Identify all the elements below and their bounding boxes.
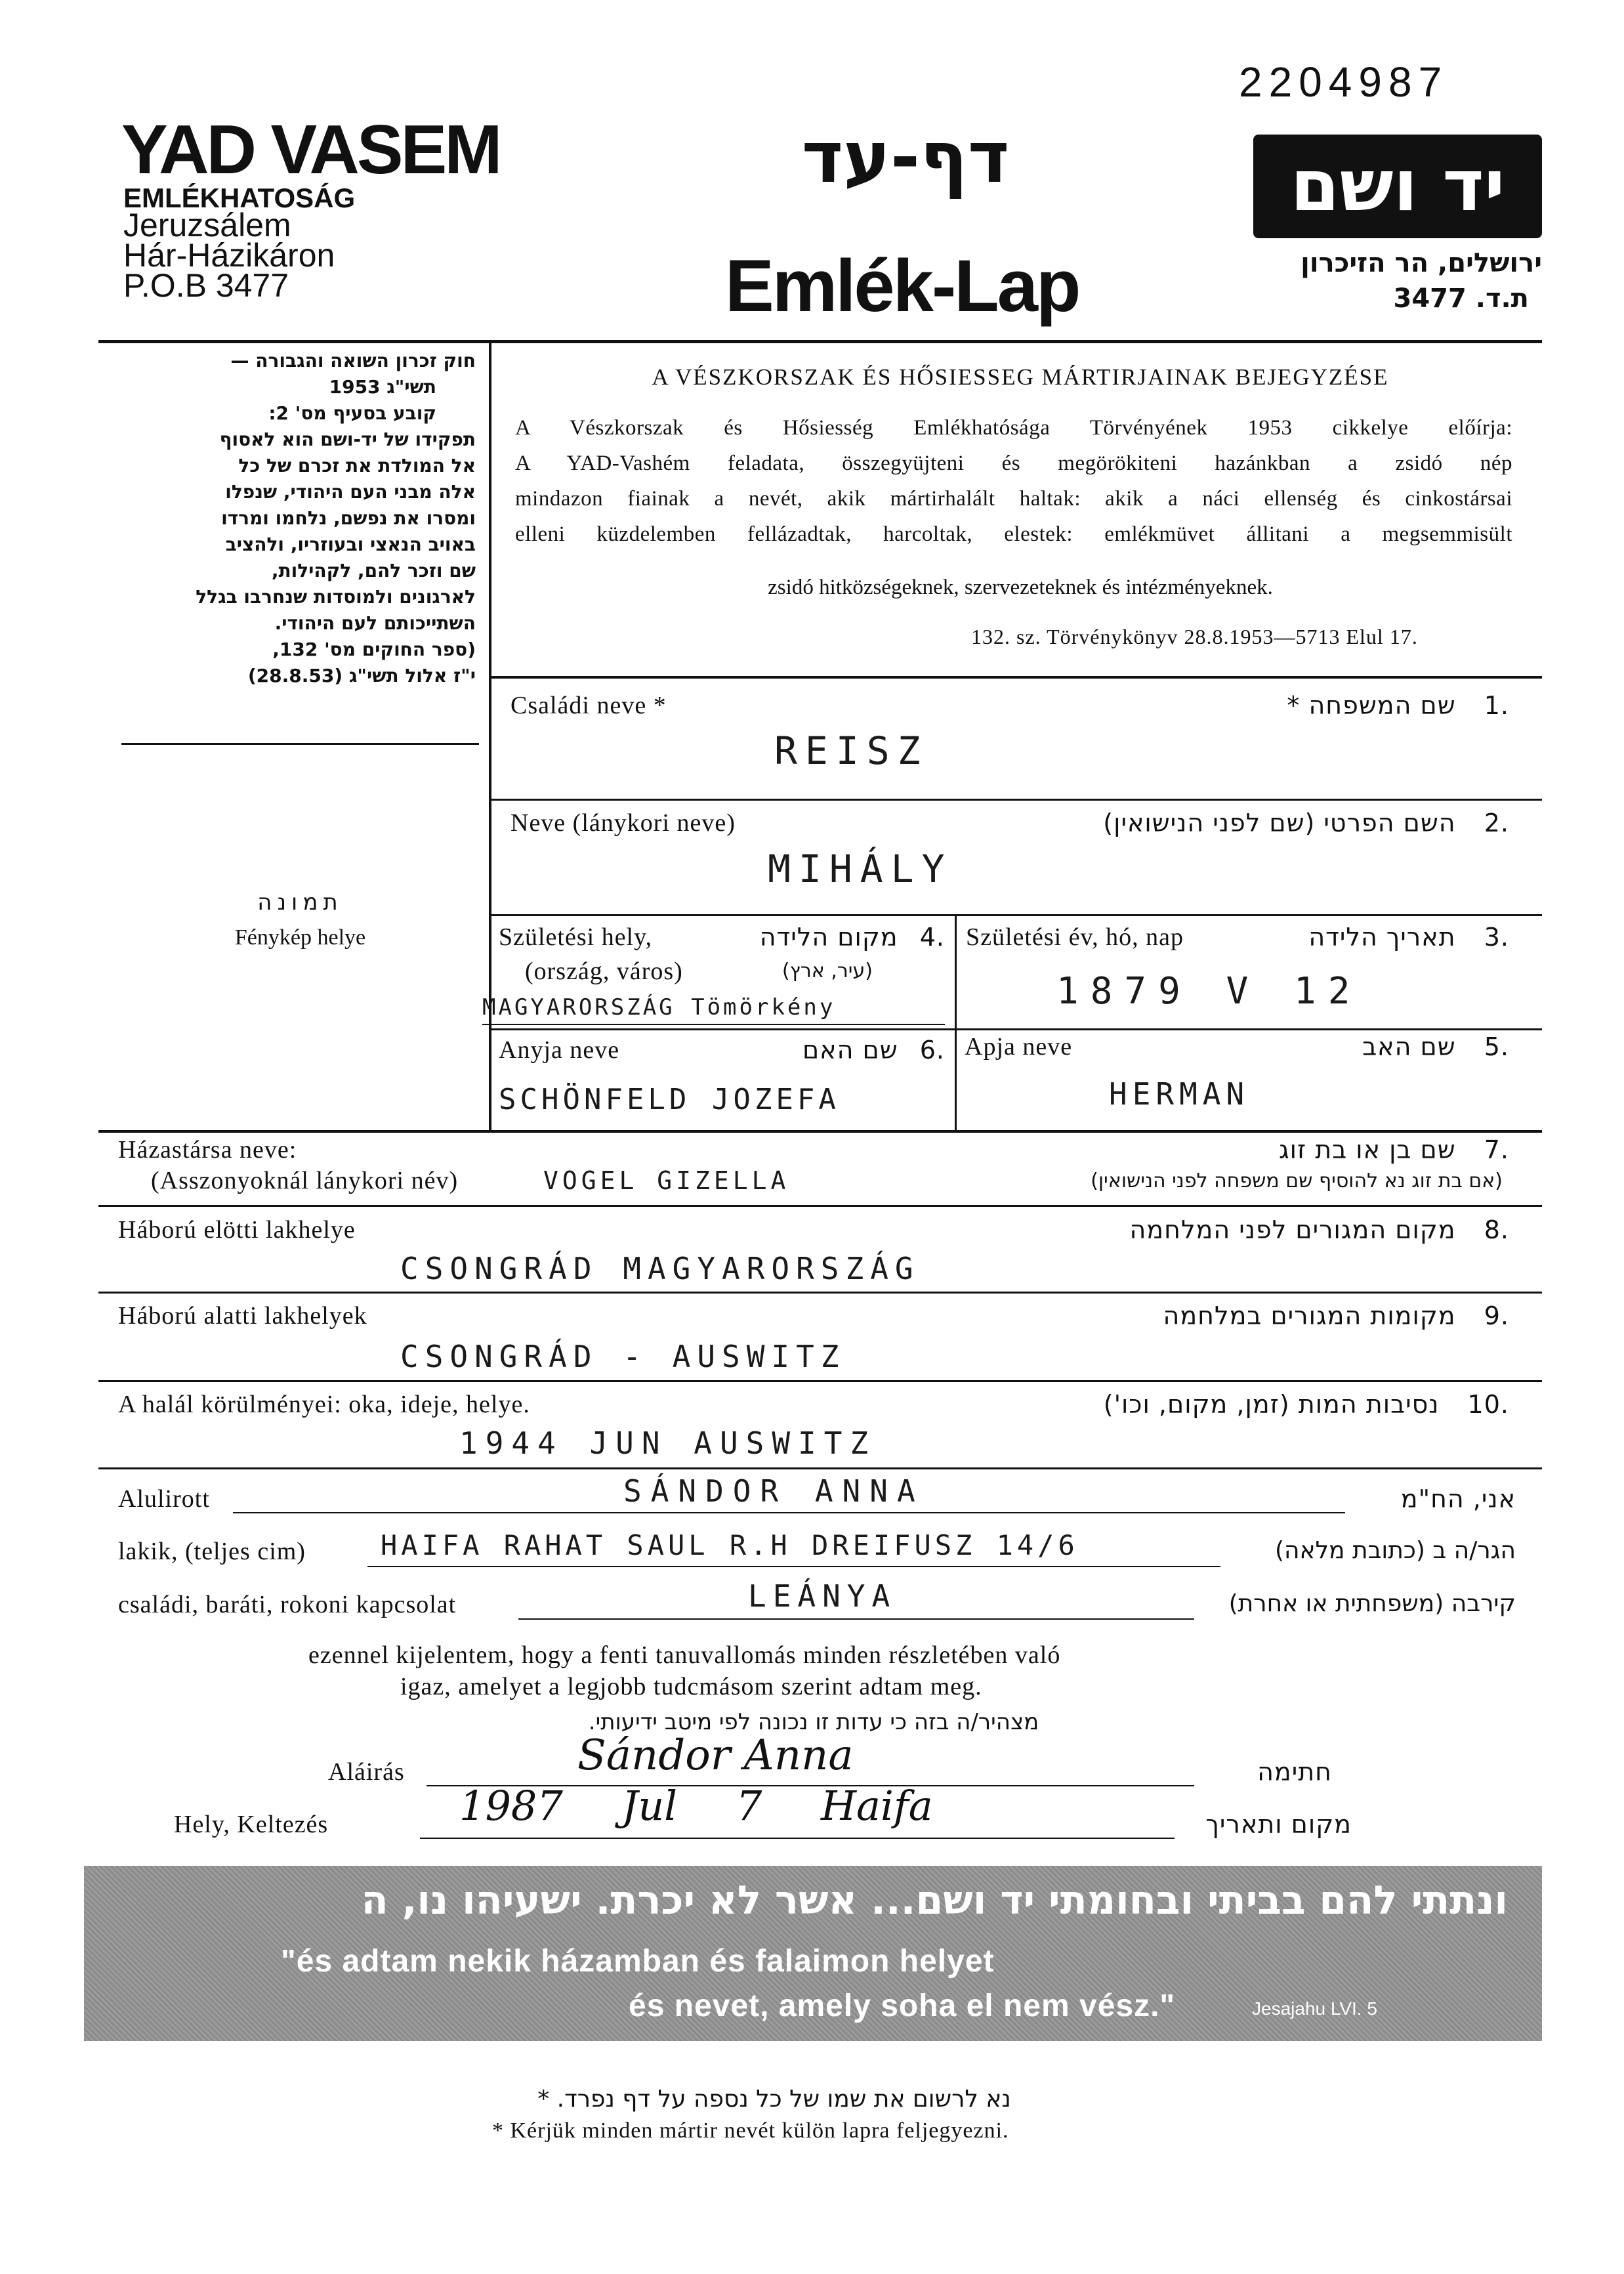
- wartime-value[interactable]: CSONGRÁD - AUSWITZ: [400, 1339, 846, 1374]
- banner-line-1: "és adtam nekik házamban és falaimon helyet: [281, 1944, 995, 1979]
- intro-last-line: zsidó hitközségeknek, szervezeteknek és intézményeknek.: [768, 576, 1273, 599]
- intro-line: elleni küzdelemben fellázadtak, harcoltak, elestek: emlékmüvet állitani a megsemmisült: [515, 522, 1512, 546]
- rule: [98, 1130, 1542, 1133]
- father-num: .5: [1484, 1032, 1509, 1061]
- place-date-label: Hely, Keltezés: [174, 1811, 329, 1838]
- mother-hebrew: [748, 1036, 945, 1064]
- father-value[interactable]: HERMAN: [1109, 1076, 1250, 1112]
- first-name-value[interactable]: MIHÁLY: [768, 847, 953, 891]
- law-line: (ספר החוקים מס' 132,: [272, 639, 476, 660]
- death-hebrew-label: נסיבות המות (זמן, מקום, וכו'): [1103, 1390, 1440, 1419]
- yad-vashem-logo: [1253, 135, 1542, 238]
- law-text: [121, 348, 476, 689]
- intro-heading: A VÉSZKORSZAK ÉS HŐSIESSEG MÁRTIRJAINAK BEJEGYZÉSE: [652, 364, 1389, 390]
- spouse-hebrew-2: (אם בת זוג נא להוסיף שם משפחה לפני הנישואין): [1091, 1169, 1503, 1192]
- law-line: שם וזכר להם, לקהילות,: [271, 560, 476, 581]
- wartime-label: Háború alatti lakhelyek: [118, 1302, 367, 1330]
- birth-date-label: Születési év, hó, nap: [966, 923, 1184, 951]
- first-name-label: Neve (lánykori neve): [510, 809, 736, 837]
- banner-line-2: és nevet, amely soha el nem vész.": [629, 1989, 1176, 2023]
- photo-hebrew: תמונה: [257, 889, 343, 916]
- law-line: ומסרו את נפשם, נלחמו ומרדו: [221, 507, 476, 529]
- family-name-label: Családi neve *: [510, 692, 667, 719]
- birth-place-label: Születési hely,: [499, 923, 653, 951]
- title-hungarian: Emlék-Lap: [725, 245, 1079, 327]
- first-name-hebrew-label: השם הפרטי (שם לפני הנישואין): [1103, 809, 1456, 837]
- signature-hebrew: חתימה: [1257, 1758, 1332, 1786]
- intro-line: A YAD-Vashém feladata, összegyüjteni és megörökiteni hazánkban a zsidó nép: [515, 452, 1512, 475]
- rule: [98, 1292, 1542, 1294]
- org-street: Hár-Házikáron: [123, 237, 335, 274]
- prewar-hebrew-label: מקום המגורים לפני המלחמה: [1129, 1215, 1456, 1244]
- law-line: תשי"ג 1953: [329, 376, 436, 398]
- prewar-num: .8: [1484, 1215, 1509, 1244]
- law-line: השתייכותם לעם היהודי.: [274, 612, 476, 634]
- father-hebrew-label: שם האב: [1362, 1032, 1456, 1061]
- family-name-value[interactable]: REISZ: [774, 728, 928, 773]
- wartime-hebrew-label: מקומות המגורים במלחמה: [1163, 1301, 1456, 1330]
- intro-rule: [491, 676, 1542, 679]
- rule: [98, 1380, 1542, 1382]
- wartime-hebrew: [984, 1301, 1509, 1330]
- death-label: A halál körülményei: oka, ideje, helye.: [118, 1391, 530, 1418]
- birth-place-hebrew-label: מקום הלידה: [759, 923, 898, 952]
- spouse-hebrew-label: שם בן או בת זוג: [1278, 1135, 1456, 1164]
- header-rule: [98, 340, 1542, 343]
- law-line: באויב הנאצי ובעוזריו, ולהציב: [225, 534, 476, 555]
- death-num: .10: [1467, 1390, 1509, 1419]
- mother-num: .6: [919, 1036, 945, 1064]
- underline: [233, 1512, 1345, 1513]
- spouse-value[interactable]: VOGEL GIZELLA: [543, 1166, 790, 1195]
- birth-place-value[interactable]: MAGYARORSZÁG Tömörkény: [482, 994, 836, 1021]
- signature-value[interactable]: Sándor Anna: [577, 1731, 854, 1780]
- death-hebrew: [984, 1390, 1509, 1419]
- law-rule: [121, 743, 479, 745]
- place-date-value[interactable]: 1987 Jul 7 Haifa: [459, 1782, 933, 1830]
- org-pob: P.O.B 3477: [123, 267, 289, 304]
- address-hebrew-1: ירושלים, הר הזיכרון: [1301, 248, 1542, 278]
- father-label: Apja neve: [965, 1033, 1073, 1061]
- underline: [367, 1566, 1220, 1567]
- mother-label: Anyja neve: [499, 1036, 620, 1064]
- spouse-label: Házastársa neve:: [118, 1136, 297, 1164]
- serial-number: 2204987: [1239, 58, 1449, 106]
- address-value[interactable]: HAIFA RAHAT SAUL R.H DREIFUSZ 14/6: [381, 1529, 1079, 1561]
- birth-date-hebrew: [1247, 923, 1509, 952]
- birth-place-hebrew: [696, 923, 945, 952]
- rule: [491, 914, 1542, 916]
- org-city: Jeruzsálem: [123, 207, 291, 243]
- law-line: חוק זכרון השואה והגבורה —: [230, 350, 476, 371]
- first-name-num: .2: [1484, 809, 1509, 837]
- father-hebrew: [1312, 1032, 1509, 1061]
- rule: [491, 799, 1542, 801]
- undersigned-value[interactable]: SÁNDOR ANNA: [623, 1473, 925, 1509]
- first-name-hebrew: [951, 809, 1509, 837]
- birth-place-label-2: (ország, város): [525, 958, 683, 985]
- org-name: YAD VASEM: [121, 111, 500, 188]
- intro-line: A Vészkorszak és Hősiesség Emlékhatósága Törvényének 1953 cikkelye előírja:: [515, 416, 1512, 440]
- banner-hebrew: ונתתי להם בביתי ובחומתי יד ושם... אשר לא יכרת. ישעיהו נו, ה: [361, 1878, 1508, 1924]
- mother-hebrew-label: שם האם: [802, 1036, 898, 1064]
- underline: [518, 1618, 1194, 1620]
- spouse-hebrew: [1115, 1135, 1509, 1164]
- rule: [491, 1028, 1542, 1030]
- death-value[interactable]: 1944 JUN AUSWITZ: [459, 1425, 877, 1461]
- birth-place-num: .4: [919, 923, 945, 952]
- relation-value[interactable]: LEÁNYA: [748, 1578, 897, 1614]
- intro-citation: 132. sz. Törvénykönyv 28.8.1953—5713 Elul 17.: [971, 625, 1418, 648]
- wartime-num: .9: [1484, 1301, 1509, 1330]
- declaration-hebrew: מצהיר/ה בזה כי עדות זו נכונה לפי מיטב ידיעותי.: [588, 1709, 1039, 1735]
- footer-hebrew: נא לרשום את שמו של כל נספה על דף נפרד. *: [537, 2086, 1011, 2113]
- banner-ref: Jesajahu LVI. 5: [1252, 1998, 1377, 2019]
- birth-date-value[interactable]: 1879 V 12: [1056, 970, 1362, 1013]
- declaration-1: ezennel kijelentem, hogy a fenti tanuvallomás minden részletében való: [308, 1641, 1061, 1669]
- underline: [420, 1838, 1175, 1839]
- photo-label: Fénykép helye: [234, 925, 366, 950]
- footer-note: * Kérjük minden mártir nevét külön lapra feljegyezni.: [492, 2118, 1009, 2143]
- address-hebrew: הגר/ה ב (כתובת מלאה): [1274, 1537, 1516, 1564]
- relation-hebrew: קירבה (משפחתית או אחרת): [1228, 1590, 1516, 1617]
- family-name-hebrew-label: שם המשפחה *: [1287, 691, 1456, 720]
- title-hebrew: דף-עד: [801, 117, 1010, 199]
- spouse-num: .7: [1484, 1135, 1509, 1164]
- quote-banner: [84, 1866, 1542, 2041]
- logo-text: יד ושם: [1290, 145, 1505, 227]
- birth-place-hebrew-2: (עיר, ארץ): [781, 959, 873, 982]
- spouse-label-2: (Asszonyoknál lánykori név): [151, 1167, 459, 1194]
- law-line: לארגונים ולמוסדות שנחרבו בגלל: [196, 586, 476, 608]
- intro-line: mindazon fiainak a nevét, akik mártirhalált haltak: akik a náci ellenség és cinkostársai: [515, 487, 1512, 511]
- address-label: lakik, (teljes cim): [118, 1538, 306, 1565]
- prewar-hebrew: [984, 1215, 1509, 1244]
- mother-value[interactable]: SCHÖNFELD JOZEFA: [499, 1083, 840, 1116]
- address-hebrew-2: ת.ד. 3477: [1393, 284, 1529, 314]
- law-line: תפקידו של יד-ושם הוא לאסוף: [219, 429, 476, 450]
- family-name-hebrew: [1115, 691, 1509, 720]
- family-name-num: .1: [1484, 691, 1509, 720]
- intro-text: [515, 410, 1512, 552]
- org-sub: EMLÉKHATOSÁG: [123, 182, 356, 213]
- rule: [98, 1205, 1542, 1207]
- law-line: אל המולדת את זכרם של כל: [238, 455, 476, 476]
- prewar-label: Háború elötti lakhelye: [118, 1216, 356, 1244]
- undersigned-label: Alulirott: [118, 1485, 210, 1513]
- undersigned-hebrew: אני, הח"מ: [1400, 1484, 1516, 1513]
- place-date-hebrew: מקום ותאריך: [1205, 1810, 1352, 1839]
- relation-label: családi, baráti, rokoni kapcsolat: [118, 1591, 457, 1618]
- mid-divider: [955, 916, 957, 1130]
- rule: [98, 1467, 1542, 1469]
- law-line: י"ז אלול תשי"ג (28.8.53): [247, 665, 476, 686]
- law-line: אלה מבני העם היהודי, שנפלו: [225, 481, 476, 503]
- signature-label: Aláirás: [328, 1758, 405, 1786]
- birth-date-num: .3: [1484, 923, 1509, 952]
- law-line: קובע בסעיף מס' 2:: [268, 402, 436, 424]
- underline: [482, 1024, 945, 1025]
- birth-date-hebrew-label: תאריך הלידה: [1308, 923, 1456, 952]
- declaration-2: igaz, amelyet a legjobb tudcmásom szerint adtam meg.: [400, 1673, 982, 1700]
- prewar-value[interactable]: CSONGRÁD MAGYARORSZÁG: [400, 1251, 920, 1286]
